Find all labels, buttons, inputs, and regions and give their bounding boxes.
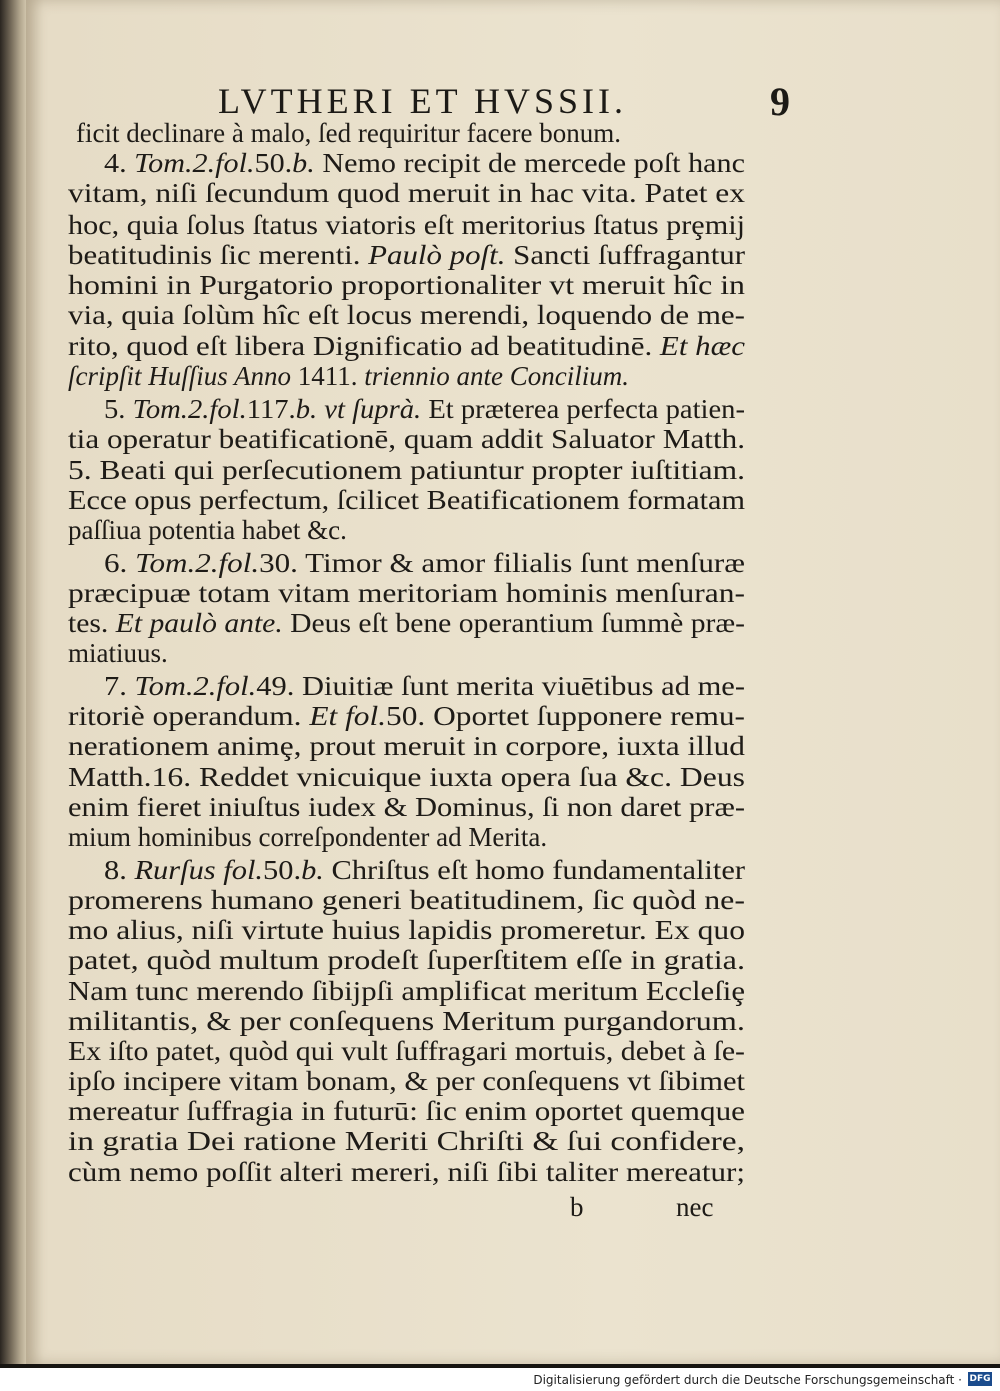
text-line <box>104 548 745 578</box>
text-segment: mereatur ſuffragia in futurū: ſic enim oportet quemque <box>68 1096 745 1126</box>
text-line <box>68 731 745 761</box>
text-segment: via, quia ſolùm hîc eſt locus merendi, loquendo de me- <box>68 300 745 330</box>
text-segment: b. <box>292 148 315 178</box>
text-segment: Paulò poſt. <box>368 240 506 270</box>
text-line <box>68 638 168 668</box>
dfg-logo: DFG <box>969 1374 991 1384</box>
text-segment: 4. <box>104 148 135 178</box>
text-segment: 50. <box>263 855 302 885</box>
text-segment: 117. <box>246 394 296 424</box>
catchword: nec <box>676 1192 714 1222</box>
text-segment: ipſo incipere vitam bonam, & per conſequens vt ſibimet <box>68 1066 745 1096</box>
text-segment: mo alius, niſi virtute huius lapidis promeretur. Ex quo <box>68 915 745 945</box>
text-segment: hoc, quia ſolus ſtatus viatoris eſt meritorius ſtatus prȩmij <box>68 210 745 240</box>
text-segment: triennio ante Concilium. <box>357 361 629 391</box>
text-segment: enim fieret iniuſtus iudex & Dominus, ſi non daret præ- <box>68 792 745 822</box>
text-line <box>68 515 347 545</box>
text-line <box>68 1126 745 1156</box>
text-segment: 1411. <box>297 361 358 391</box>
text-segment: Chriſtus eſt homo fundamentaliter <box>323 855 745 885</box>
text-line <box>68 300 745 330</box>
footer-bar <box>0 1368 1000 1391</box>
text-segment: Ex iſto patet, quòd qui vult ſuffragari mortuis, debet à ſe- <box>68 1036 745 1066</box>
text-segment: in gratia Dei ratione Meriti Chriſti & ſui confidere, <box>68 1126 745 1156</box>
text-segment: promerens humano generi beatitudinem, ſic quòd ne- <box>68 885 745 915</box>
text-segment: præcipuæ totam vitam meritoriam hominis menſuran- <box>68 578 745 608</box>
text-line <box>104 671 745 701</box>
text-line <box>68 240 745 270</box>
text-line <box>68 270 745 300</box>
text-segment: Nam tunc merendo ſibijpſi amplificat meritum Eccleſiȩ <box>68 976 745 1006</box>
text-line <box>68 1066 745 1096</box>
text-segment: Deus eſt bene operantium ſummè præ- <box>282 608 746 638</box>
text-segment: Et hæc <box>659 331 745 361</box>
text-segment: rito, quod eſt libera Dignificatio ad beatitudinē. <box>68 331 660 361</box>
text-segment: 30. Timor & amor filialis ſunt menſuræ <box>259 548 745 578</box>
text-line <box>68 608 745 638</box>
running-title: LVTHERI ET HVSSII. <box>218 81 628 121</box>
text-segment: cùm nemo poſſit alteri mereri, niſi ſibi taliter mereatur; <box>68 1157 745 1187</box>
text-line <box>68 455 745 485</box>
text-segment: Et præterea perfecta patien- <box>421 394 745 424</box>
text-segment: militantis, & per conſequens Meritum purgandorum. <box>68 1006 745 1036</box>
text-segment: b. <box>301 855 324 885</box>
text-line <box>104 855 745 885</box>
text-segment: 7. <box>104 671 135 701</box>
text-line <box>68 578 745 608</box>
text-line <box>68 361 629 391</box>
text-segment: 50. <box>254 148 293 178</box>
text-segment: mium hominibus correſpondenter ad Merita. <box>68 822 548 852</box>
text-segment: 5. Beati qui perſecutionem patiuntur propter iuſtitiam. <box>68 455 745 485</box>
text-line <box>68 822 547 852</box>
text-segment: miatiuus. <box>68 638 168 668</box>
text-line <box>68 424 745 454</box>
text-segment: 5. <box>104 394 133 424</box>
text-segment: homini in Purgatorio proportionaliter vt meruit hîc in <box>68 270 745 300</box>
text-line <box>68 762 745 792</box>
text-segment: Matth.16. Reddet vnicuique iuxta opera ſua &c. Deus <box>68 762 745 792</box>
text-segment: Ecce opus perfectum, ſcilicet Beatificationem formatam <box>68 485 745 515</box>
text-segment: vitam, niſi ſecundum quod meruit in hac vita. Patet ex <box>68 178 745 208</box>
text-segment: 49. Diuitiæ ſunt merita viuētibus ad me- <box>256 671 745 701</box>
text-segment: Et fol. <box>309 701 387 731</box>
text-segment: Rurſus fol. <box>134 855 264 885</box>
text-line <box>68 792 745 822</box>
text-segment: ſcripſit Huſſius Anno <box>68 361 298 391</box>
text-segment: ficit declinare à malo, ſed requiritur facere bonum. <box>76 118 621 148</box>
text-line <box>68 701 745 731</box>
text-segment: tia operatur beatificationē, quam addit Saluator Matth. <box>68 424 745 454</box>
text-segment: beatitudinis ſic merenti. <box>68 240 369 270</box>
text-segment: 6. <box>104 548 136 578</box>
text-line <box>104 148 745 178</box>
text-line <box>68 1096 745 1126</box>
text-segment: Et paulò ante. <box>115 608 283 638</box>
text-segment: Nemo recipit de mercede poſt hanc <box>314 148 745 178</box>
text-line <box>68 1006 745 1036</box>
text-line <box>68 1157 745 1187</box>
book-binding-edge <box>0 0 26 1364</box>
text-segment: b. vt ſuprà. <box>295 394 422 424</box>
text-line <box>68 210 745 240</box>
signature-mark: b <box>570 1192 584 1222</box>
text-line <box>68 915 745 945</box>
text-line <box>68 885 745 915</box>
text-segment: 50. Oportet ſupponere remu- <box>386 701 745 731</box>
page-number: 9 <box>770 79 790 124</box>
text-segment: Sancti ſuffragantur <box>505 240 745 270</box>
text-segment: Tom.2.fol. <box>134 671 257 701</box>
text-line <box>68 178 745 208</box>
text-segment: Tom.2.fol. <box>132 394 247 424</box>
text-segment: 8. <box>104 855 135 885</box>
text-segment: patet, quòd multum prodeſt ſuperſtitem eſſe in gratia. <box>68 945 746 975</box>
text-line <box>68 485 745 515</box>
text-segment: paſſiua potentia habet &c. <box>68 515 347 545</box>
text-line <box>68 331 745 361</box>
text-segment: nerationem animȩ, prout meruit in corpore, iuxta illud <box>68 731 745 761</box>
funding-credit: Digitalisierung gefördert durch die Deutsche Forschungsgemeinschaft · <box>533 1373 962 1387</box>
text-segment: Tom.2.fol. <box>135 548 260 578</box>
text-line <box>104 394 745 424</box>
text-segment: Tom.2.fol. <box>134 148 255 178</box>
text-line <box>76 118 621 148</box>
text-line <box>68 1036 745 1066</box>
text-segment: ritoriè operandum. <box>68 701 310 731</box>
text-line <box>68 976 745 1006</box>
text-segment: tes. <box>68 608 116 638</box>
text-line <box>68 945 745 975</box>
